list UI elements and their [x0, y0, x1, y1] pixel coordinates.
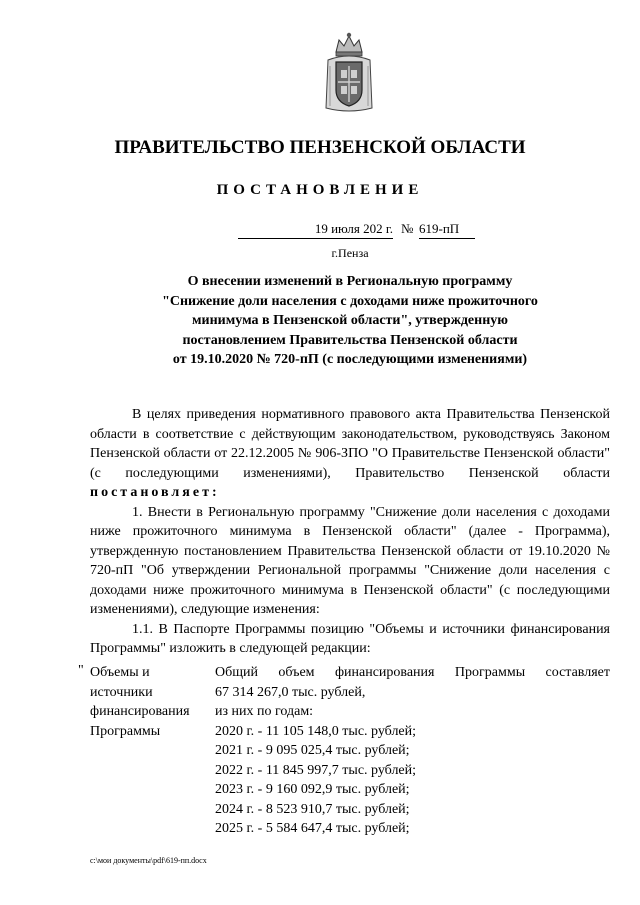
label-line: источники: [90, 684, 153, 700]
title-line: минимума в Пензенской области", утвержденную: [192, 313, 508, 328]
item-1-paragraph: 1. Внести в Региональную программу "Снижение доли населения с доходами ниже прожиточного минимума в Пензенской области" (далее - Программа), утвержденную постановлением Правительства Пензенской области от 19.10.2020 № 720-пП "Об утверждении Региональной программы "Снижение доли населения с доходами ниже прожиточного минимума в Пензенской области" (с последующими изменениями), следующие изменения:: [90, 504, 610, 617]
year-row: 2020 г. - 11 105 148,0 тыс. рублей;: [215, 723, 417, 739]
decree-title: [100, 272, 600, 370]
label-line: Объемы и: [90, 665, 150, 680]
year-row: 2025 г. - 5 584 647,4 тыс. рублей;: [215, 821, 410, 836]
item-1-1-paragraph: 1.1. В Паспорте Программы позицию "Объемы и источники финансирования Программы" изложить в следующей редакции:: [90, 621, 610, 656]
table-value-cell: [215, 663, 610, 839]
number-sign: №: [401, 221, 414, 236]
decides-word: постановляет:: [90, 485, 220, 500]
document-type: ПОСТАНОВЛЕНИЕ: [216, 182, 424, 198]
city: г.Пенза: [331, 246, 369, 260]
organization-title: ПРАВИТЕЛЬСТВО ПЕНЗЕНСКОЙ ОБЛАСТИ: [114, 137, 526, 158]
year-row: 2024 г. - 8 523 910,7 тыс. рублей;: [215, 801, 410, 817]
year-row: 2023 г. - 9 160 092,9 тыс. рублей;: [215, 782, 410, 797]
label-line: Программы: [90, 723, 161, 739]
preamble-text: В целях приведения нормативного правового акта Правительства Пензенской области в соответствие с действующим законодательством, руководствуясь Законом Пензенской области от 22.12.2005 № 906-ЗПО "О Правительстве Пензенской области" (с последующими изменениями), Правительство Пензенской области: [90, 407, 610, 481]
title-line: от 19.10.2020 № 720-пП (с последующими изменениями): [172, 352, 528, 367]
decree-number: 619-пП: [419, 221, 475, 239]
preamble-paragraph: [90, 405, 610, 503]
total-amount: 67 314 267,0 тыс. рублей,: [215, 684, 366, 700]
label-line: финансирования: [90, 704, 190, 719]
title-line: постановлением Правительства Пензенской области: [182, 332, 518, 348]
decree-date: 19 июля 202 г.: [238, 221, 393, 239]
title-line: "Снижение доли населения с доходами ниже прожиточного: [162, 293, 538, 309]
coat-of-arms-emblem: [322, 30, 376, 114]
total-line: Общий объем финансирования Программы составляет: [215, 665, 610, 680]
years-intro: из них по годам:: [215, 704, 314, 719]
file-path-footer: c:\мои документы\pdf\619-пп.docx: [90, 856, 207, 865]
decree-body: [90, 405, 610, 659]
open-quote: ": [78, 663, 84, 678]
year-row: 2022 г. - 11 845 997,7 тыс. рублей;: [215, 762, 417, 778]
year-row: 2021 г. - 9 095 025,4 тыс. рублей;: [215, 743, 410, 758]
table-label-cell: [90, 663, 208, 741]
title-line: О внесении изменений в Региональную программу: [187, 274, 513, 289]
